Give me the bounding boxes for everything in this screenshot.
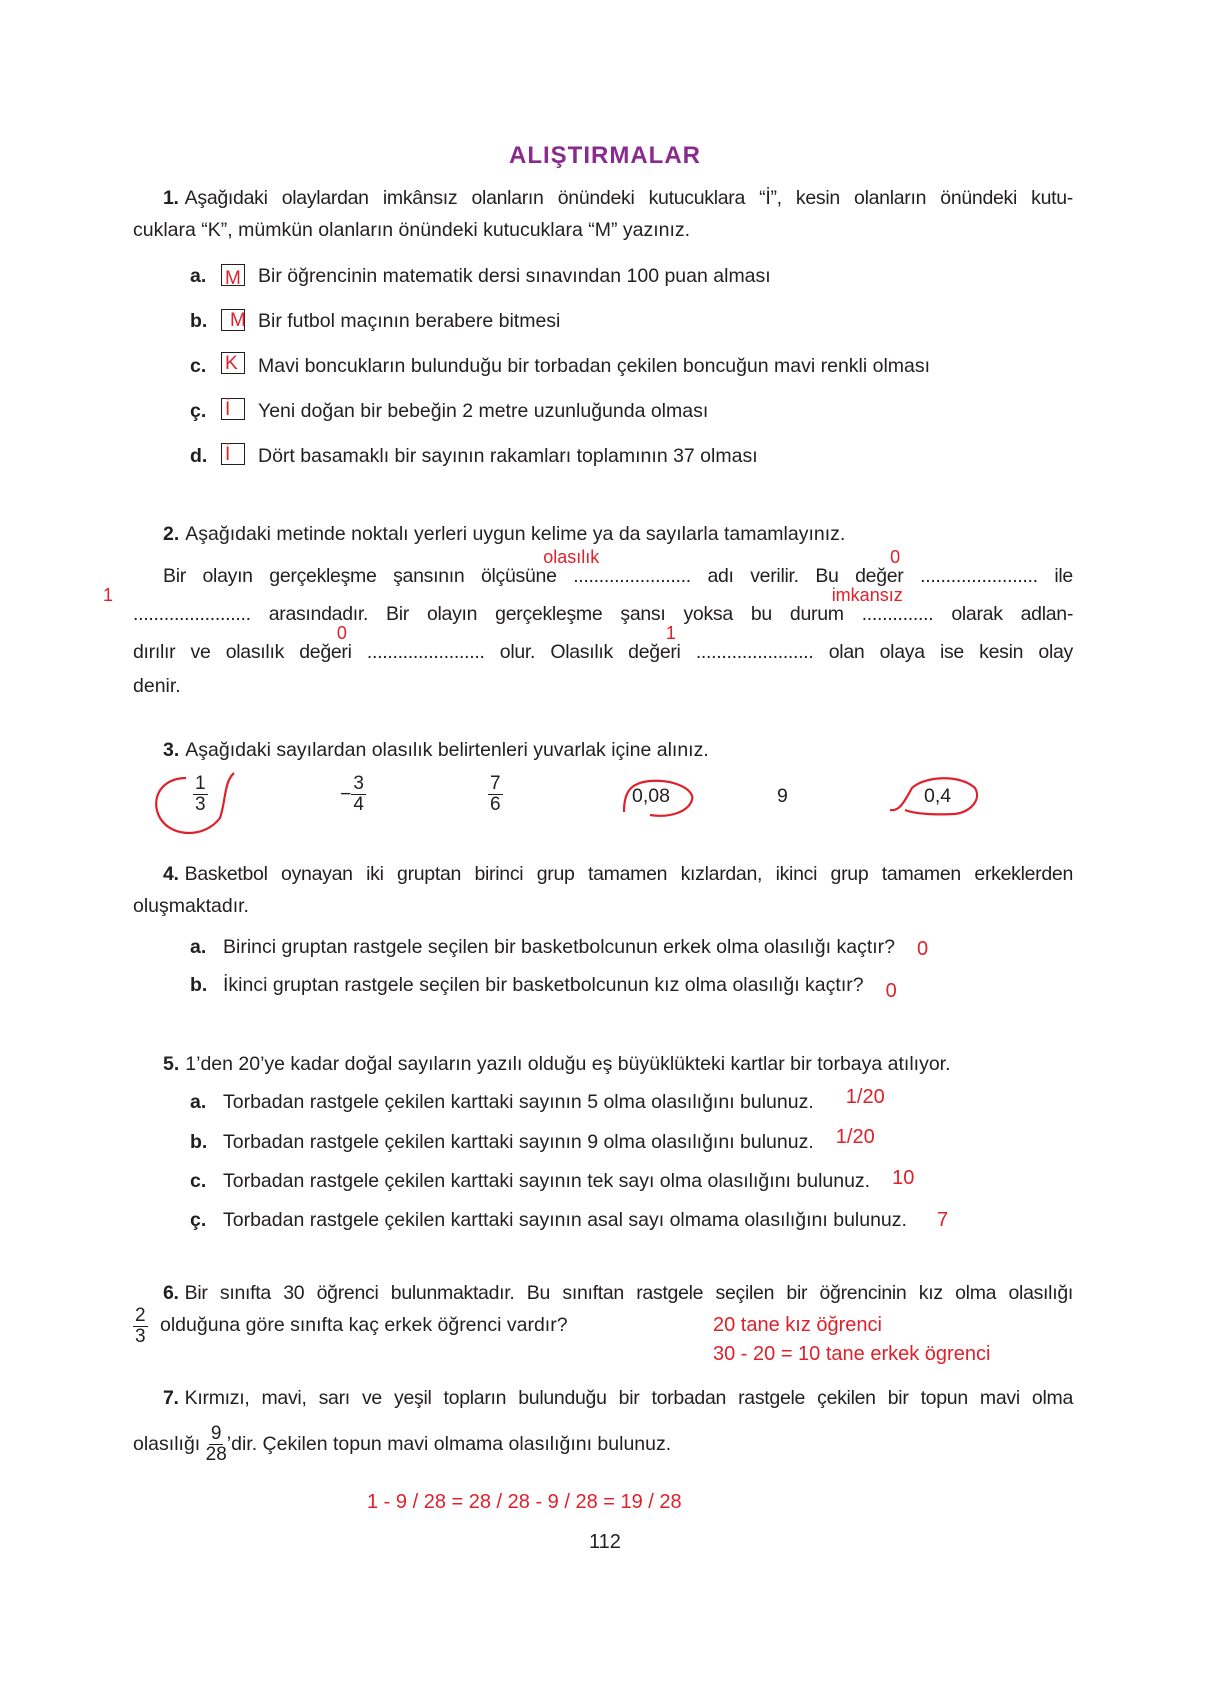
text: olarak adlan- <box>951 603 1074 625</box>
q5-item-a <box>223 1086 885 1114</box>
handwritten-answer: 7 <box>936 1209 949 1231</box>
item-label: b. <box>190 974 208 996</box>
blank-2[interactable] <box>890 547 1038 588</box>
option-0-4[interactable]: 0,4 <box>924 785 952 807</box>
dots: ....................... <box>920 565 1038 587</box>
text: dırılır ve olasılık değeri <box>133 641 352 663</box>
numerator: 9 <box>210 1423 222 1445</box>
item-label: a. <box>190 1091 207 1113</box>
q4-item-b <box>223 973 897 1002</box>
item-label: ç. <box>190 1209 207 1231</box>
text: Bir olayın gerçekleşme şansının ölçüsüne <box>163 565 557 587</box>
option-7-6[interactable] <box>488 774 503 815</box>
answer-box[interactable] <box>221 309 245 331</box>
answer-box[interactable] <box>221 398 245 420</box>
page-title: ALIŞTIRMALAR <box>509 142 701 169</box>
item-text: Birinci gruptan rastgele seçilen bir basketbolcunun erkek olma olasılığı kaçtır? <box>223 936 896 958</box>
q5-item-cc <box>223 1208 948 1232</box>
answer-box[interactable] <box>221 352 245 374</box>
blank-4[interactable] <box>831 585 934 626</box>
handwritten-answer: 1 <box>103 585 114 605</box>
denominator: 6 <box>490 794 501 815</box>
q6-line2: olduğuna göre sınıfta kaç erkek öğrenci vardır? <box>160 1314 568 1336</box>
handwritten-answer: imkansız <box>831 585 903 605</box>
q5-text: 1’den 20’ye kadar doğal sayıların yazılı olduğu eş büyüklükteki kartlar bir torbaya atılıyor. <box>185 1053 951 1075</box>
item-text: Torbadan rastgele çekilen karttaki sayının 5 olma olasılığını bulunuz. <box>223 1091 814 1113</box>
q1-number: 1. <box>163 187 179 209</box>
item-label: a. <box>190 936 207 958</box>
q2-line3 <box>133 623 1073 664</box>
q4-text: Basketbol oynayan iki gruptan birinci grup tamamen kızlardan, ikinci grup tamamen erkeklerden <box>184 863 1073 885</box>
q2-line1 <box>133 547 1073 588</box>
q1-text: Aşağıdaki olaylardan imkânsız olanların önündeki kutucuklara “İ”, kesin olanların önündeki kutu- <box>184 187 1073 209</box>
handwritten-answer: 30 - 20 = 10 tane erkek ögrenci <box>713 1343 991 1365</box>
q1-line2: cuklara “K”, mümkün olanların önündeki kutucuklara “M” yazınız. <box>133 219 691 241</box>
q7-line2 <box>133 1421 671 1467</box>
item-text: Yeni doğan bir bebeğin 2 metre uzunluğunda olması <box>258 400 709 422</box>
q3-text: Aşağıdaki sayılardan olasılık belirtenleri yuvarlak içine alınız. <box>185 739 709 761</box>
q5-number: 5. <box>163 1053 180 1075</box>
handwritten-answer: 0 <box>885 980 897 1002</box>
text: arasındadır. Bir olayın gerçekleşme şansı yoksa bu durum <box>268 603 844 625</box>
item-text: Torbadan rastgele çekilen karttaki sayının asal sayı olmama olasılığını bulunuz. <box>223 1209 907 1231</box>
handwritten-answer: 10 <box>892 1167 915 1189</box>
item-text: Bir öğrencinin matematik dersi sınavından 100 puan alması <box>258 265 771 287</box>
option-neg-3-4[interactable] <box>340 774 366 815</box>
handwritten-answer: İ <box>225 399 231 420</box>
handwritten-answer: K <box>225 353 238 374</box>
q1-line1 <box>133 186 1073 210</box>
item-text: Torbadan rastgele çekilen karttaki sayının 9 olma olasılığını bulunuz. <box>223 1131 814 1153</box>
item-text: İkinci gruptan rastgele seçilen bir basketbolcunun kız olma olasılığı kaçtır? <box>223 974 864 996</box>
answer-box[interactable] <box>221 443 245 465</box>
item-label: c. <box>190 1170 207 1192</box>
dots: ....................... <box>133 603 251 625</box>
numerator: 3 <box>353 773 364 794</box>
q7-text: Kırmızı, mavi, sarı ve yeşil topların bulunduğu bir torbadan rastgele çekilen bir topun mavi olma <box>184 1387 1073 1409</box>
dots: ....................... <box>695 641 814 663</box>
item-label: b. <box>190 1131 208 1153</box>
answer-box[interactable] <box>221 264 245 289</box>
item-text: Mavi boncukların bulunduğu bir torbadan çekilen boncuğun mavi renkli olması <box>258 355 931 377</box>
handwritten-answer: olasılık <box>543 547 600 567</box>
dots: ....................... <box>573 565 691 587</box>
q2-text: Aşağıdaki metinde noktalı yerleri uygun kelime ya da sayılarla tamamlayınız. <box>185 523 846 545</box>
text: olan olaya ise kesin olay <box>828 641 1073 663</box>
item-label: a. <box>190 265 207 287</box>
numerator: 2 <box>135 1305 146 1326</box>
fraction-2-3 <box>133 1306 148 1347</box>
handwritten-answer: 1 <box>665 623 676 643</box>
dots: .............. <box>861 603 934 625</box>
item-label: d. <box>190 445 208 467</box>
q3-heading <box>163 738 709 762</box>
numerator: 1 <box>195 773 206 794</box>
denominator: 3 <box>195 794 206 815</box>
q2-number: 2. <box>163 523 180 545</box>
handwritten-answer: 1/20 <box>835 1126 875 1148</box>
q3-number: 3. <box>163 739 180 761</box>
q4-line1 <box>133 862 1073 886</box>
q5-item-b <box>223 1126 875 1154</box>
handwritten-answer: 0 <box>890 547 901 567</box>
q2-line2 <box>103 585 1074 626</box>
item-text: Dört basamaklı bir sayının rakamları toplamının 37 olması <box>258 445 758 467</box>
handwritten-answer: M <box>230 310 246 331</box>
q5-item-c <box>223 1169 914 1193</box>
blank-3[interactable] <box>103 585 251 626</box>
handwritten-answer: 1 - 9 / 28 = 28 / 28 - 9 / 28 = 19 / 28 <box>367 1491 682 1513</box>
item-text: Torbadan rastgele çekilen karttaki sayının tek sayı olma olasılığını bulunuz. <box>223 1170 871 1192</box>
denominator: 3 <box>135 1326 146 1347</box>
q7-number: 7. <box>163 1387 179 1409</box>
handwritten-answer: M <box>225 268 241 289</box>
text: ’dir. Çekilen topun mavi olmama olasılığını bulunuz. <box>226 1433 672 1455</box>
text: olur. Olasılık değeri <box>499 641 681 663</box>
text: adı verilir. Bu değer <box>707 565 904 587</box>
item-text: Bir futbol maçının berabere bitmesi <box>258 310 561 332</box>
handwritten-answer: 1/20 <box>845 1086 885 1108</box>
option-0-08[interactable]: 0,08 <box>632 785 670 807</box>
handwritten-answer: 20 tane kız öğrenci <box>713 1314 882 1336</box>
q4-line2: oluşmaktadır. <box>133 895 249 917</box>
denominator: 4 <box>353 794 364 815</box>
option-1-3[interactable] <box>193 774 208 815</box>
text: ile <box>1054 565 1073 587</box>
q4-item-a <box>223 935 928 959</box>
q6-line1 <box>133 1281 1073 1305</box>
option-9[interactable]: 9 <box>777 785 788 807</box>
blank-1[interactable] <box>543 547 691 588</box>
text: olasılığı <box>133 1433 201 1455</box>
item-label: ç. <box>190 400 207 422</box>
blank-5[interactable] <box>336 623 485 664</box>
q5-heading <box>163 1052 951 1076</box>
q4-number: 4. <box>163 863 179 885</box>
q7-line1 <box>133 1386 1073 1410</box>
minus-sign: − <box>340 783 352 805</box>
handwritten-answer: 0 <box>917 938 929 960</box>
dots: ....................... <box>366 641 485 663</box>
numerator: 7 <box>490 773 501 794</box>
handwritten-answer: 0 <box>336 623 347 643</box>
q2-line4: denir. <box>133 675 181 697</box>
item-label: c. <box>190 355 207 377</box>
q6-number: 6. <box>163 1282 179 1304</box>
handwritten-answer: İ <box>225 444 231 465</box>
item-label: b. <box>190 310 208 332</box>
page-number: 112 <box>589 1531 621 1553</box>
denominator: 28 <box>205 1444 227 1466</box>
q2-heading <box>163 522 845 546</box>
q6-text: Bir sınıfta 30 öğrenci bulunmaktadır. Bu sınıftan rastgele seçilen bir öğrencinin kız olma olasılığı <box>184 1282 1073 1304</box>
blank-6[interactable] <box>665 623 814 664</box>
